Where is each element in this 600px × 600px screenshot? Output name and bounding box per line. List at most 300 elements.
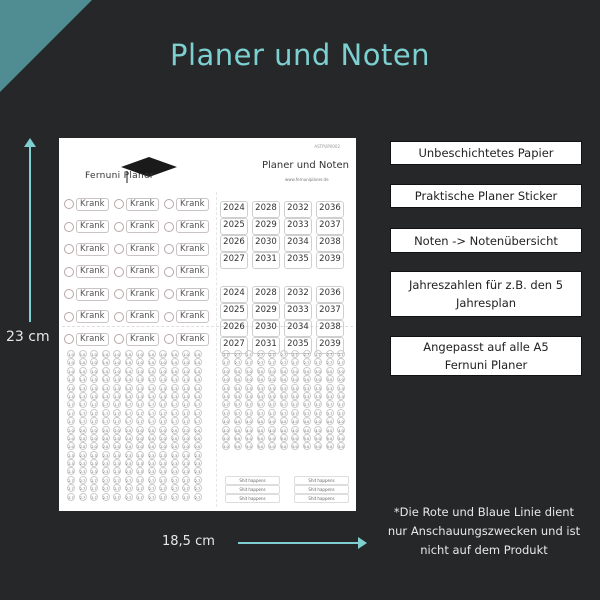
grade-sticker: 1.0 [171, 367, 179, 375]
grade-sticker: 4.0 [234, 426, 242, 434]
grade-sticker: 3.0 [337, 367, 345, 375]
grade-sticker: 2.7 [125, 484, 133, 492]
grade-sticker: 1.0 [182, 350, 190, 358]
grade-sticker: 2.3 [102, 451, 110, 459]
grade-sticker: 1.3 [148, 375, 156, 383]
grade-sticker: 2.7 [102, 493, 110, 501]
grade-sticker: 2.7 [171, 484, 179, 492]
grade-sticker: 2.3 [113, 467, 121, 475]
grade-sticker: 1.0 [125, 350, 133, 358]
krank-sticker [64, 240, 112, 258]
thermometer-icon [64, 289, 74, 299]
grade-sticker: 3.3 [303, 384, 311, 392]
grade-sticker: 2.0 [113, 426, 121, 434]
grade-sticker: 4.0 [280, 417, 288, 425]
sheet-website: www.fernuniplaner.de [285, 177, 329, 182]
thermometer-icon [64, 199, 74, 209]
grade-sticker: 1.7 [79, 409, 87, 417]
year-sticker: 2032 [284, 286, 312, 303]
grade-sticker: 1.0 [159, 358, 167, 366]
grade-sticker: 2.0 [136, 442, 144, 450]
grade-sticker: 3.0 [303, 367, 311, 375]
grade-sticker: 3.7 [268, 400, 276, 408]
feature-box-years: Jahreszahlen für z.B. den 5 Jahresplan [390, 271, 582, 317]
grade-sticker: 3.3 [314, 384, 322, 392]
grade-sticker: 3.0 [326, 375, 334, 383]
grade-sticker: 1.0 [194, 367, 202, 375]
grade-sticker: 3.7 [314, 400, 322, 408]
grade-sticker: 2.7 [148, 484, 156, 492]
shit-happens-sticker: Shit happens [294, 494, 349, 503]
year-sticker: 2036 [316, 286, 344, 303]
grade-sticker: 1.0 [90, 358, 98, 366]
thermometer-icon [164, 244, 174, 254]
grade-sticker: 2.7 [268, 350, 276, 358]
grade-sticker: 5.0 [245, 434, 253, 442]
grade-sticker: 3.7 [257, 409, 265, 417]
grade-sticker: 2.7 [337, 350, 345, 358]
grade-sticker: 1.7 [113, 400, 121, 408]
grade-sticker: 3.7 [245, 400, 253, 408]
grade-sticker: 2.7 [171, 493, 179, 501]
grade-sticker: 2.7 [182, 493, 190, 501]
grade-sticker: 1.7 [171, 417, 179, 425]
krank-sticker [164, 240, 212, 258]
grade-sticker: 2.7 [234, 350, 242, 358]
grade-sticker: 3.3 [234, 384, 242, 392]
krank-sticker [64, 330, 112, 348]
grade-sticker: 1.0 [148, 358, 156, 366]
year-sticker: 2037 [316, 303, 344, 320]
grade-sticker: 2.0 [171, 442, 179, 450]
grade-sticker: 2.0 [67, 434, 75, 442]
grade-sticker: 1.0 [148, 350, 156, 358]
krank-label: Krank [126, 265, 159, 278]
grade-sticker: 3.0 [291, 375, 299, 383]
grade-sticker: 3.7 [280, 409, 288, 417]
grade-sticker: 2.7 [136, 476, 144, 484]
grade-sticker: 2.0 [125, 434, 133, 442]
grade-sticker: 2.7 [326, 358, 334, 366]
thermometer-icon [64, 334, 74, 344]
grade-sticker: 1.0 [79, 350, 87, 358]
krank-sticker-grid [64, 195, 214, 353]
grade-sticker: 2.0 [148, 442, 156, 450]
grade-sticker: 2.7 [113, 484, 121, 492]
grade-sticker: 1.3 [90, 392, 98, 400]
grade-sticker: 2.3 [171, 467, 179, 475]
year-sticker: 2031 [252, 337, 280, 354]
grade-sticker: 2.7 [280, 350, 288, 358]
brand-name: Fernuni Planer [85, 171, 154, 181]
sticker-sheet [59, 138, 356, 511]
grade-sticker: 3.3 [291, 392, 299, 400]
divider [216, 192, 217, 507]
krank-sticker [114, 218, 162, 236]
grade-sticker: 1.7 [194, 409, 202, 417]
grade-sticker: 2.3 [125, 467, 133, 475]
grade-sticker-grid-left [67, 350, 207, 501]
grade-sticker: 2.7 [148, 493, 156, 501]
grade-sticker: 2.7 [67, 476, 75, 484]
grade-sticker: 2.0 [113, 442, 121, 450]
grade-sticker: 2.7 [291, 350, 299, 358]
grade-sticker: 4.0 [234, 417, 242, 425]
feature-box-stickers: Praktische Planer Sticker [390, 184, 582, 208]
grade-sticker: 1.3 [79, 392, 87, 400]
krank-sticker [64, 263, 112, 281]
grade-sticker: 3.3 [314, 392, 322, 400]
grade-sticker: 1.0 [194, 358, 202, 366]
grade-sticker: 1.0 [79, 367, 87, 375]
year-sticker: 2027 [220, 337, 248, 354]
krank-label: Krank [126, 310, 159, 323]
grade-sticker: 2.7 [159, 484, 167, 492]
year-sticker: 2036 [316, 201, 344, 218]
grade-sticker: 2.0 [90, 434, 98, 442]
krank-label: Krank [76, 288, 109, 301]
grade-sticker: 2.0 [148, 426, 156, 434]
grade-sticker: 1.3 [159, 375, 167, 383]
grade-sticker: 1.3 [194, 392, 202, 400]
grade-sticker: 3.7 [326, 409, 334, 417]
grade-sticker: 2.3 [79, 451, 87, 459]
grade-sticker: 4.0 [222, 426, 230, 434]
grade-sticker: 1.0 [113, 367, 121, 375]
grade-sticker: 3.3 [303, 392, 311, 400]
page-title: Planer und Noten [169, 38, 431, 72]
grade-sticker: 1.0 [136, 358, 144, 366]
grade-sticker: 2.7 [257, 358, 265, 366]
grade-sticker: 2.3 [194, 467, 202, 475]
grade-sticker: 2.7 [125, 493, 133, 501]
grade-sticker: 1.3 [171, 384, 179, 392]
thermometer-icon [114, 312, 124, 322]
grade-sticker: 2.3 [90, 459, 98, 467]
grade-sticker: 3.3 [245, 384, 253, 392]
grade-sticker: 2.7 [90, 484, 98, 492]
grade-sticker: 1.7 [171, 400, 179, 408]
grade-sticker: 2.0 [90, 426, 98, 434]
grade-sticker: 1.3 [159, 392, 167, 400]
grade-sticker: 1.3 [182, 392, 190, 400]
year-sticker: 2034 [284, 320, 312, 337]
krank-label: Krank [176, 333, 209, 346]
grade-sticker: 1.7 [159, 417, 167, 425]
grade-sticker: 3.7 [337, 400, 345, 408]
grade-sticker: 1.0 [159, 367, 167, 375]
grade-sticker: 2.7 [136, 493, 144, 501]
krank-sticker [164, 330, 212, 348]
grade-sticker: 1.7 [125, 409, 133, 417]
grade-sticker: 2.0 [125, 442, 133, 450]
grade-sticker: 1.7 [159, 400, 167, 408]
grade-sticker: 4.0 [257, 417, 265, 425]
grade-sticker: 2.0 [102, 434, 110, 442]
grade-sticker: 1.3 [113, 392, 121, 400]
grade-sticker: 2.3 [148, 459, 156, 467]
grade-sticker: 2.0 [182, 434, 190, 442]
grade-sticker: 2.3 [90, 467, 98, 475]
grade-sticker: 3.7 [257, 400, 265, 408]
grade-sticker: 3.3 [291, 384, 299, 392]
grade-sticker: 2.0 [90, 442, 98, 450]
grade-sticker: 1.3 [67, 392, 75, 400]
grade-sticker: 2.7 [79, 493, 87, 501]
grade-sticker: 1.7 [136, 409, 144, 417]
krank-sticker [64, 308, 112, 326]
grade-sticker: 3.0 [326, 367, 334, 375]
grade-sticker: 4.0 [326, 417, 334, 425]
grade-sticker: 2.7 [326, 350, 334, 358]
grade-sticker: 5.0 [314, 434, 322, 442]
grade-sticker: 2.7 [90, 476, 98, 484]
krank-sticker [164, 285, 212, 303]
grade-sticker: 1.3 [90, 384, 98, 392]
grade-sticker: 2.0 [159, 434, 167, 442]
grade-sticker: 3.3 [337, 384, 345, 392]
year-sticker: 2029 [252, 303, 280, 320]
grade-sticker: 4.0 [291, 426, 299, 434]
grade-sticker: 1.3 [102, 384, 110, 392]
grade-sticker: 2.0 [148, 434, 156, 442]
grade-sticker: 2.3 [182, 467, 190, 475]
grade-sticker: 1.3 [102, 375, 110, 383]
feature-box-planer: Angepasst auf alle A5 Fernuni Planer [390, 336, 582, 376]
grade-sticker: 1.0 [194, 350, 202, 358]
grade-sticker: 1.3 [148, 392, 156, 400]
grade-sticker: 2.3 [102, 459, 110, 467]
krank-sticker [64, 285, 112, 303]
grade-sticker: 4.0 [257, 426, 265, 434]
krank-sticker [164, 195, 212, 213]
krank-label: Krank [176, 198, 209, 211]
grade-sticker: 3.0 [245, 375, 253, 383]
grade-sticker: 1.7 [182, 417, 190, 425]
grade-sticker: 4.0 [303, 426, 311, 434]
grade-sticker: 2.7 [303, 350, 311, 358]
krank-label: Krank [176, 310, 209, 323]
grade-sticker: 2.7 [90, 493, 98, 501]
grade-sticker: 2.3 [182, 451, 190, 459]
grade-sticker: 2.7 [148, 476, 156, 484]
grade-sticker: 2.0 [159, 442, 167, 450]
grade-sticker: 1.0 [113, 358, 121, 366]
grade-sticker: 2.3 [171, 459, 179, 467]
grade-sticker: 2.7 [291, 358, 299, 366]
grade-sticker: 5.0 [234, 434, 242, 442]
grade-sticker: 3.7 [234, 409, 242, 417]
grade-sticker: 2.3 [125, 451, 133, 459]
grade-sticker: 3.3 [257, 392, 265, 400]
grade-sticker: 5.0 [257, 434, 265, 442]
grade-sticker: 2.0 [79, 434, 87, 442]
grade-sticker: 2.7 [280, 358, 288, 366]
grade-sticker: 2.7 [222, 358, 230, 366]
grade-sticker: 1.7 [182, 409, 190, 417]
grade-sticker: 3.0 [222, 375, 230, 383]
grade-sticker: 2.7 [222, 350, 230, 358]
grade-sticker: 1.7 [90, 400, 98, 408]
grade-sticker: 1.0 [182, 358, 190, 366]
grade-sticker: 2.7 [102, 484, 110, 492]
year-sticker: 2032 [284, 201, 312, 218]
year-sticker: 2031 [252, 252, 280, 269]
grade-sticker: 3.3 [280, 392, 288, 400]
grade-sticker: 2.7 [337, 358, 345, 366]
grade-sticker: 3.0 [314, 375, 322, 383]
krank-sticker [114, 285, 162, 303]
grade-sticker: 3.7 [222, 409, 230, 417]
grade-sticker: 4.0 [291, 417, 299, 425]
grade-sticker: 2.3 [113, 459, 121, 467]
grade-sticker: 2.0 [136, 426, 144, 434]
width-arrow [238, 542, 360, 544]
grade-sticker: 2.7 [182, 476, 190, 484]
grade-sticker: 4.0 [326, 426, 334, 434]
grade-sticker: 5.0 [337, 442, 345, 450]
grade-sticker: 1.3 [125, 375, 133, 383]
year-sticker: 2038 [316, 320, 344, 337]
grade-sticker: 1.0 [79, 358, 87, 366]
grade-sticker: 1.3 [136, 392, 144, 400]
grade-sticker: 3.0 [291, 367, 299, 375]
grade-sticker: 1.0 [171, 358, 179, 366]
grade-sticker: 3.3 [326, 384, 334, 392]
year-sticker: 2034 [284, 235, 312, 252]
thermometer-icon [114, 244, 124, 254]
krank-label: Krank [126, 288, 159, 301]
width-label: 18,5 cm [162, 534, 215, 549]
year-sticker: 2026 [220, 320, 248, 337]
grade-sticker: 5.0 [268, 442, 276, 450]
grade-sticker: 2.7 [159, 493, 167, 501]
grade-sticker: 1.7 [79, 400, 87, 408]
feature-box-paper: Unbeschichtetes Papier [390, 141, 582, 165]
thermometer-icon [114, 222, 124, 232]
krank-label: Krank [76, 265, 109, 278]
grade-sticker: 2.3 [194, 459, 202, 467]
krank-label: Krank [76, 310, 109, 323]
krank-sticker [114, 195, 162, 213]
krank-sticker [64, 195, 112, 213]
grade-sticker: 1.3 [148, 384, 156, 392]
grade-sticker: 3.7 [280, 400, 288, 408]
grade-sticker: 1.0 [182, 367, 190, 375]
grade-sticker: 2.3 [148, 451, 156, 459]
shit-happens-sticker: Shit happens [294, 476, 349, 485]
grade-sticker: 2.7 [303, 358, 311, 366]
grade-sticker: 3.0 [257, 375, 265, 383]
grade-sticker: 2.3 [90, 451, 98, 459]
grade-sticker: 2.0 [182, 426, 190, 434]
thermometer-icon [114, 267, 124, 277]
grade-sticker: 1.3 [194, 384, 202, 392]
grade-sticker: 2.3 [113, 451, 121, 459]
grade-sticker: 1.0 [90, 350, 98, 358]
grade-sticker: 1.3 [125, 392, 133, 400]
grade-sticker: 5.0 [280, 442, 288, 450]
grade-sticker: 2.3 [102, 467, 110, 475]
grade-sticker: 5.0 [257, 442, 265, 450]
grade-sticker: 1.3 [159, 384, 167, 392]
grade-sticker: 5.0 [222, 442, 230, 450]
year-sticker: 2027 [220, 252, 248, 269]
grade-sticker: 1.3 [90, 375, 98, 383]
grade-sticker: 2.0 [79, 442, 87, 450]
grade-sticker: 1.0 [113, 350, 121, 358]
grade-sticker: 2.7 [125, 476, 133, 484]
grade-sticker: 2.3 [194, 451, 202, 459]
grade-sticker: 3.0 [280, 367, 288, 375]
grade-sticker: 2.3 [67, 467, 75, 475]
krank-sticker [164, 263, 212, 281]
grade-sticker: 1.7 [194, 400, 202, 408]
grade-sticker: 2.7 [314, 358, 322, 366]
krank-label: Krank [76, 243, 109, 256]
grade-sticker: 1.7 [148, 400, 156, 408]
grade-sticker: 1.3 [79, 375, 87, 383]
krank-label: Krank [126, 243, 159, 256]
grade-sticker: 1.3 [194, 375, 202, 383]
year-sticker: 2024 [220, 286, 248, 303]
thermometer-icon [64, 312, 74, 322]
grade-sticker: 2.0 [67, 442, 75, 450]
grade-sticker: 3.0 [222, 367, 230, 375]
thermometer-icon [114, 199, 124, 209]
grade-sticker: 3.3 [222, 384, 230, 392]
year-sticker: 2026 [220, 235, 248, 252]
krank-sticker [114, 263, 162, 281]
grade-sticker: 3.7 [303, 409, 311, 417]
krank-label: Krank [126, 198, 159, 211]
grade-sticker: 4.0 [268, 426, 276, 434]
grade-sticker: 2.0 [79, 426, 87, 434]
grade-sticker: 1.3 [182, 384, 190, 392]
grade-sticker: 3.0 [337, 375, 345, 383]
grade-sticker: 4.0 [303, 417, 311, 425]
grade-sticker: 4.0 [222, 417, 230, 425]
year-sticker: 2024 [220, 201, 248, 218]
thermometer-icon [164, 312, 174, 322]
grade-sticker: 2.7 [268, 358, 276, 366]
grade-sticker: 3.0 [268, 375, 276, 383]
grade-sticker: 2.7 [159, 476, 167, 484]
grade-sticker: 2.3 [79, 467, 87, 475]
krank-sticker [64, 218, 112, 236]
grade-sticker: 3.7 [268, 409, 276, 417]
grade-sticker: 2.3 [67, 451, 75, 459]
year-sticker: 2039 [316, 252, 344, 269]
grade-sticker: 4.0 [314, 417, 322, 425]
grade-sticker: 1.7 [79, 417, 87, 425]
grade-sticker: 5.0 [326, 442, 334, 450]
grade-sticker: 5.0 [291, 434, 299, 442]
thermometer-icon [164, 199, 174, 209]
grade-sticker: 5.0 [268, 434, 276, 442]
grade-sticker: 3.0 [314, 367, 322, 375]
height-label: 23 cm [6, 329, 50, 345]
grade-sticker: 3.3 [337, 392, 345, 400]
grade-sticker: 2.7 [245, 358, 253, 366]
grade-sticker: 1.3 [171, 392, 179, 400]
thermometer-icon [164, 267, 174, 277]
grade-sticker: 2.3 [79, 459, 87, 467]
shit-happens-sticker: Shit happens [294, 485, 349, 494]
year-sticker: 2025 [220, 218, 248, 235]
grade-sticker: 3.3 [280, 384, 288, 392]
grade-sticker: 1.0 [90, 367, 98, 375]
